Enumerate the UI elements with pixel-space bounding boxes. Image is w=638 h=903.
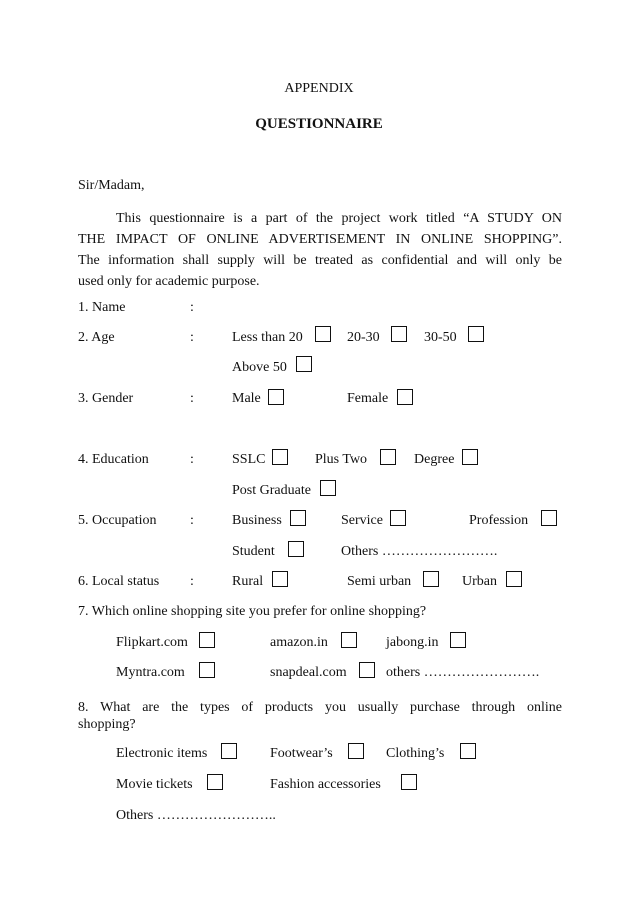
intro-line-1: This questionnaire is a part of the project work titled “A STUDY ON [116, 211, 562, 226]
education-degree-checkbox[interactable] [462, 449, 478, 465]
site-flipkart-checkbox[interactable] [199, 632, 215, 648]
local-status-option-label: Rural [232, 574, 264, 589]
product-option-label: Clothing’s [386, 746, 445, 761]
occupation-others-field[interactable]: Others ……………………. [341, 544, 498, 559]
q2-colon: : [190, 330, 194, 345]
age-30-50-checkbox[interactable] [468, 326, 484, 342]
site-jabong-checkbox[interactable] [450, 632, 466, 648]
occupation-service-checkbox[interactable] [390, 510, 406, 526]
q6-label: 6. Local status [78, 574, 160, 589]
q8-question-line-2: shopping? [78, 717, 136, 732]
product-option-label: Footwear’s [270, 746, 333, 761]
intro-line-2: THE IMPACT OF ONLINE ADVERTISEMENT IN ONLINE SHOPPING”. [78, 232, 562, 247]
gender-option-label: Male [232, 391, 261, 406]
q4-label: 4. Education [78, 452, 149, 467]
q1-colon: : [190, 300, 194, 315]
site-option-label: snapdeal.com [270, 665, 347, 680]
q8-question-line-1: 8. What are the types of products you usually purchase through online [78, 700, 562, 715]
education-option-label: SSLC [232, 452, 266, 467]
gender-option-label: Female [347, 391, 389, 406]
occupation-profession-checkbox[interactable] [541, 510, 557, 526]
product-option-label: Fashion accessories [270, 777, 381, 792]
site-amazon-checkbox[interactable] [341, 632, 357, 648]
age-less-than-20-checkbox[interactable] [315, 326, 331, 342]
occupation-option-label: Service [341, 513, 383, 528]
age-20-30-checkbox[interactable] [391, 326, 407, 342]
product-electronic-items-checkbox[interactable] [221, 743, 237, 759]
page-title: APPENDIX [284, 81, 354, 96]
site-myntra-checkbox[interactable] [199, 662, 215, 678]
q7-question: 7. Which online shopping site you prefer for online shopping? [78, 604, 427, 619]
occupation-student-checkbox[interactable] [288, 541, 304, 557]
site-option-label: Myntra.com [116, 665, 185, 680]
intro-line-3: The information shall supply will be treated as confidential and will only be [78, 253, 562, 268]
product-option-label: Movie tickets [116, 777, 193, 792]
salutation: Sir/Madam, [78, 178, 145, 193]
product-footwear-checkbox[interactable] [348, 743, 364, 759]
site-option-label: jabong.in [386, 635, 439, 650]
q2-label: 2. Age [78, 330, 115, 345]
q3-colon: : [190, 391, 194, 406]
local-status-urban-checkbox[interactable] [506, 571, 522, 587]
local-status-semi-urban-checkbox[interactable] [423, 571, 439, 587]
occupation-option-label: Profession [469, 513, 529, 528]
education-plus-two-checkbox[interactable] [380, 449, 396, 465]
site-option-label: Flipkart.com [116, 635, 188, 650]
local-status-option-label: Semi urban [347, 574, 412, 589]
age-option-label: 20-30 [347, 330, 380, 345]
q5-label: 5. Occupation [78, 513, 157, 528]
occupation-business-checkbox[interactable] [290, 510, 306, 526]
education-option-label: Degree [414, 452, 455, 467]
age-above-50-checkbox[interactable] [296, 356, 312, 372]
page-subtitle: QUESTIONNAIRE [255, 116, 383, 132]
product-clothing-checkbox[interactable] [460, 743, 476, 759]
local-status-rural-checkbox[interactable] [272, 571, 288, 587]
intro-line-4: used only for academic purpose. [78, 274, 260, 289]
local-status-option-label: Urban [462, 574, 497, 589]
age-option-label: Above 50 [232, 360, 287, 375]
q6-colon: : [190, 574, 194, 589]
education-post-graduate-checkbox[interactable] [320, 480, 336, 496]
site-snapdeal-checkbox[interactable] [359, 662, 375, 678]
education-option-label: Plus Two [315, 452, 368, 467]
q1-label: 1. Name [78, 300, 126, 315]
site-others-field[interactable]: others ……………………. [386, 665, 540, 680]
product-movie-tickets-checkbox[interactable] [207, 774, 223, 790]
education-sslc-checkbox[interactable] [272, 449, 288, 465]
product-option-label: Electronic items [116, 746, 208, 761]
gender-male-checkbox[interactable] [268, 389, 284, 405]
age-option-label: 30-50 [424, 330, 457, 345]
q5-colon: : [190, 513, 194, 528]
q3-label: 3. Gender [78, 391, 134, 406]
product-others-field[interactable]: Others …………………….. [116, 808, 276, 823]
gender-female-checkbox[interactable] [397, 389, 413, 405]
education-option-label: Post Graduate [232, 483, 311, 498]
site-option-label: amazon.in [270, 635, 328, 650]
product-fashion-accessories-checkbox[interactable] [401, 774, 417, 790]
occupation-option-label: Business [232, 513, 282, 528]
q4-colon: : [190, 452, 194, 467]
age-option-label: Less than 20 [232, 330, 303, 345]
occupation-option-label: Student [232, 544, 275, 559]
